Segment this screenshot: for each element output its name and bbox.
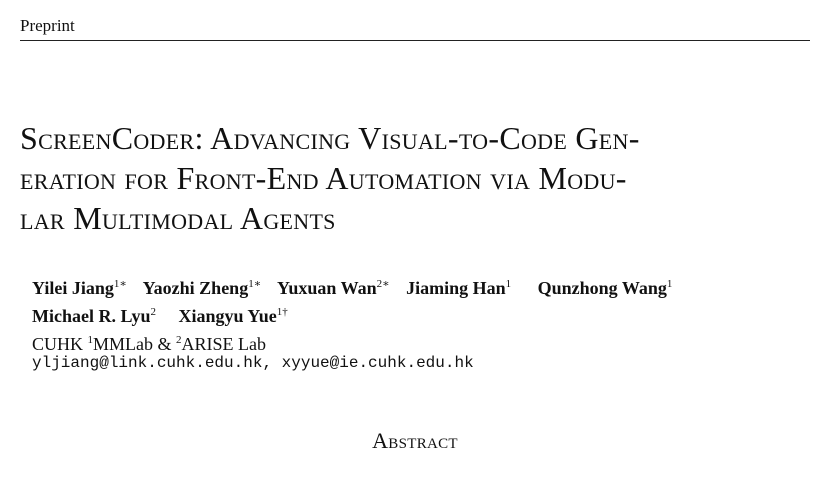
affiliation-lab: MMLab & bbox=[93, 334, 177, 354]
affiliation-prefix: CUHK bbox=[32, 334, 88, 354]
author-name: Yilei Jiang bbox=[32, 278, 114, 298]
author-name: Jiaming Han bbox=[406, 278, 506, 298]
title-line: lar Multimodal Agents bbox=[20, 200, 336, 236]
author bbox=[406, 278, 511, 298]
author-marks: 1∗ bbox=[113, 278, 127, 290]
author-marks: 1 bbox=[666, 278, 673, 290]
author-marks: 2∗ bbox=[376, 278, 390, 290]
author-name: Yaozhi Zheng bbox=[142, 278, 249, 298]
author bbox=[277, 278, 390, 298]
author-name: Michael R. Lyu bbox=[32, 306, 151, 326]
author-marks: 2 bbox=[150, 306, 157, 318]
header-rule bbox=[20, 40, 810, 41]
author bbox=[179, 306, 288, 326]
author bbox=[32, 278, 127, 298]
author-name: Yuxuan Wan bbox=[277, 278, 377, 298]
author-list bbox=[32, 272, 812, 328]
title-line: ScreenCoder: Advancing Visual-to-Code Gen- bbox=[20, 120, 640, 156]
author-marks: 1∗ bbox=[248, 278, 262, 290]
author bbox=[538, 278, 673, 298]
author-marks: 1† bbox=[276, 306, 288, 318]
running-header: Preprint bbox=[20, 16, 75, 35]
author-name: Xiangyu Yue bbox=[178, 306, 277, 326]
abstract-heading: Abstract bbox=[372, 428, 458, 453]
affiliation-mark: 2 bbox=[176, 334, 182, 346]
author bbox=[32, 306, 156, 326]
paper-title bbox=[20, 118, 812, 238]
affiliation-lab: ARISE Lab bbox=[181, 334, 267, 354]
author-name: Qunzhong Wang bbox=[537, 278, 667, 298]
affiliation-mark: 1 bbox=[87, 334, 94, 346]
title-line: eration for Front-End Automation via Modu- bbox=[20, 160, 627, 196]
contact-emails[interactable]: yljiang@link.cuhk.edu.hk, xyyue@ie.cuhk.edu.hk bbox=[32, 354, 474, 372]
author bbox=[143, 278, 262, 298]
author-marks: 1 bbox=[505, 278, 512, 290]
